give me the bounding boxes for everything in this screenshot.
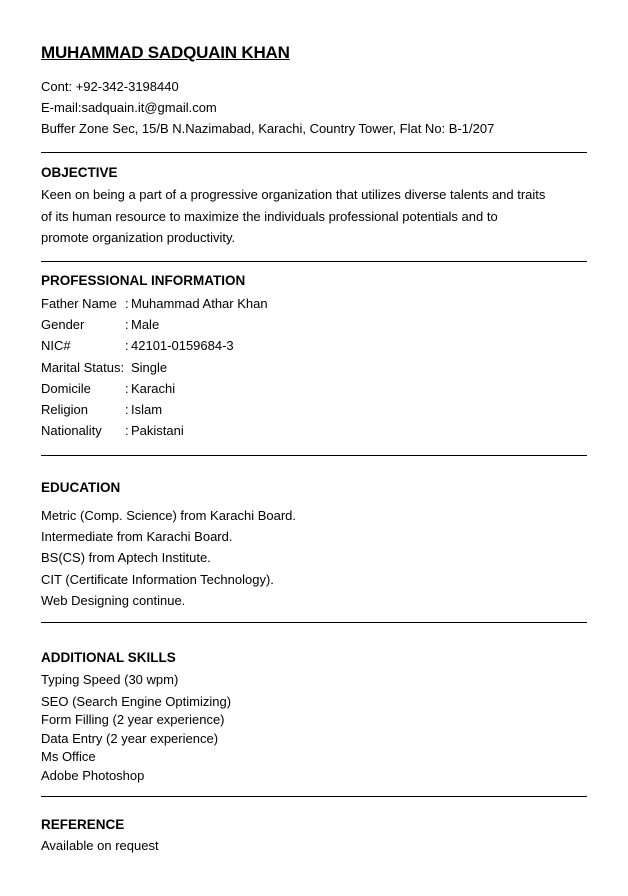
field-label: Gender bbox=[41, 317, 85, 332]
skill-item: Typing Speed (30 wpm) bbox=[41, 672, 179, 687]
field-label: Marital Status: bbox=[41, 360, 125, 375]
field-label: Religion bbox=[41, 402, 88, 417]
divider bbox=[41, 622, 587, 623]
education-item: BS(CS) from Aptech Institute. bbox=[41, 550, 211, 565]
field-value: Islam bbox=[131, 402, 163, 417]
reference-heading: REFERENCE bbox=[41, 817, 125, 832]
objective-line: promote organization productivity. bbox=[41, 230, 236, 245]
field-label: NIC# bbox=[41, 338, 71, 353]
skill-item: Form Filling (2 year experience) bbox=[41, 712, 225, 727]
objective-line: of its human resource to maximize the individuals professional potentials and to bbox=[41, 209, 498, 224]
field-separator: : bbox=[125, 296, 129, 311]
divider bbox=[41, 152, 587, 153]
contact-email: E-mail:sadquain.it@gmail.com bbox=[41, 100, 217, 115]
contact-phone: Cont: +92-342-3198440 bbox=[41, 79, 179, 94]
education-item: Intermediate from Karachi Board. bbox=[41, 529, 233, 544]
skill-item: Adobe Photoshop bbox=[41, 768, 145, 783]
field-value: Muhammad Athar Khan bbox=[131, 296, 268, 311]
field-value: 42101-0159684-3 bbox=[131, 338, 234, 353]
contact-address: Buffer Zone Sec, 15/B N.Nazimabad, Karachi, Country Tower, Flat No: B-1/207 bbox=[41, 121, 495, 136]
professional-heading: PROFESSIONAL INFORMATION bbox=[41, 273, 246, 288]
field-value: Single bbox=[131, 360, 168, 375]
field-label: Nationality bbox=[41, 423, 102, 438]
objective-line: Keen on being a part of a progressive organization that utilizes diverse talents and traits bbox=[41, 187, 546, 202]
divider bbox=[41, 796, 587, 797]
objective-heading: OBJECTIVE bbox=[41, 165, 118, 180]
divider bbox=[41, 261, 587, 262]
education-item: Web Designing continue. bbox=[41, 593, 186, 608]
education-item: CIT (Certificate Information Technology). bbox=[41, 572, 274, 587]
skill-item: Ms Office bbox=[41, 749, 96, 764]
candidate-name: MUHAMMAD SADQUAIN KHAN bbox=[41, 43, 290, 62]
divider bbox=[41, 455, 587, 456]
field-label: Father Name bbox=[41, 296, 117, 311]
skill-item: SEO (Search Engine Optimizing) bbox=[41, 694, 232, 709]
reference-text: Available on request bbox=[41, 838, 159, 853]
field-separator: : bbox=[125, 402, 129, 417]
field-value: Male bbox=[131, 317, 160, 332]
skill-item: Data Entry (2 year experience) bbox=[41, 731, 219, 746]
field-label: Domicile bbox=[41, 381, 91, 396]
education-item: Metric (Comp. Science) from Karachi Board. bbox=[41, 508, 297, 523]
field-value: Karachi bbox=[131, 381, 176, 396]
field-separator: : bbox=[125, 317, 129, 332]
field-value: Pakistani bbox=[131, 423, 184, 438]
field-separator: : bbox=[125, 381, 129, 396]
field-separator: : bbox=[125, 423, 129, 438]
field-separator: : bbox=[125, 338, 129, 353]
education-heading: EDUCATION bbox=[41, 480, 121, 495]
skills-heading: ADDITIONAL SKILLS bbox=[41, 650, 176, 665]
